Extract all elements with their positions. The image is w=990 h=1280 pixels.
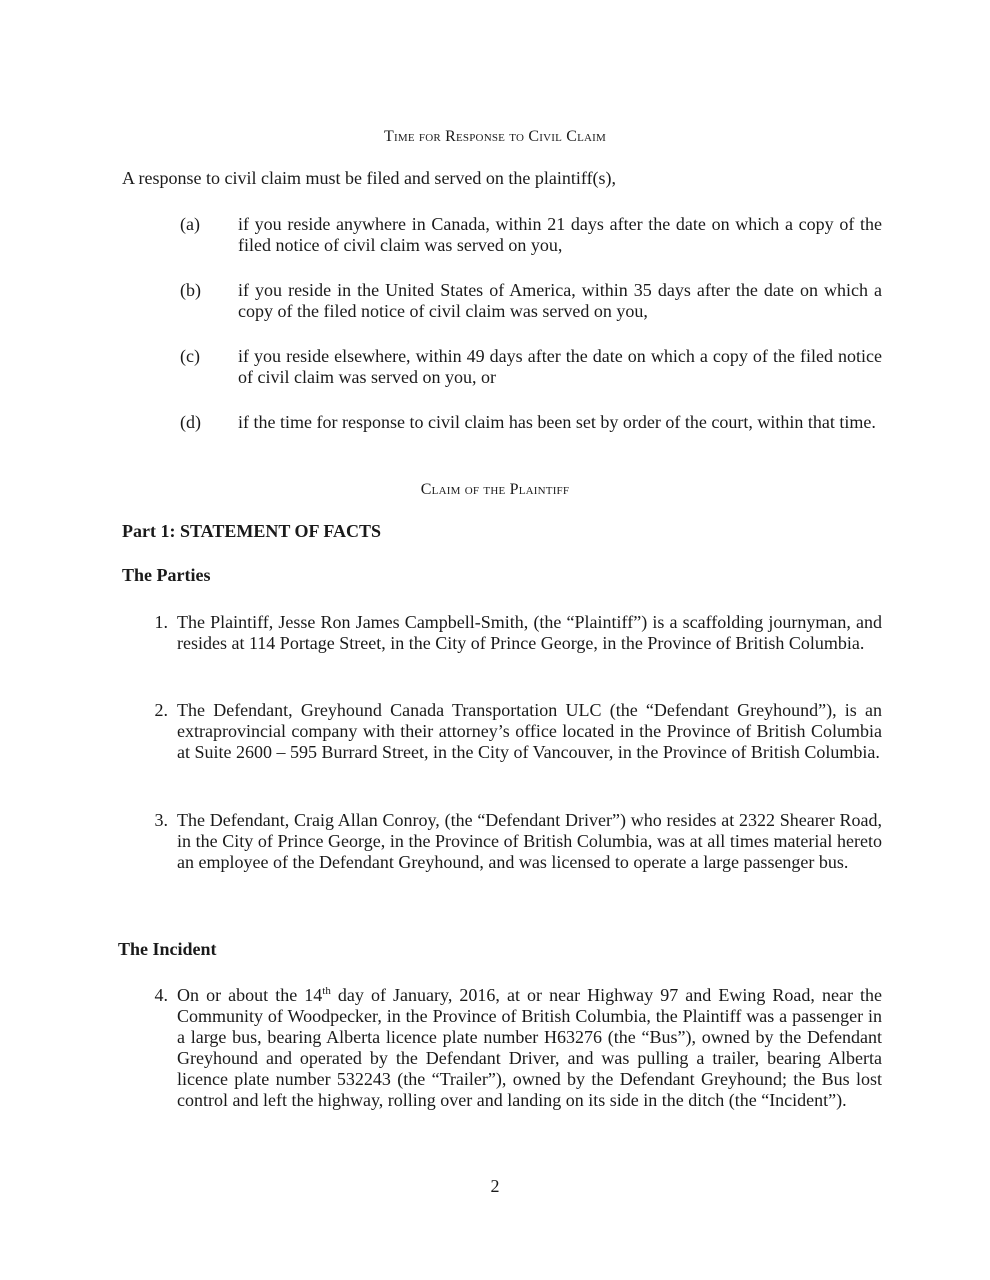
option-a — [180, 214, 882, 256]
option-label: (b) — [180, 280, 201, 300]
paragraph-2 — [140, 700, 882, 763]
paragraph-number: 2. — [154, 700, 168, 720]
paragraph-3 — [140, 810, 882, 873]
paragraph-number: 4. — [154, 985, 168, 1005]
paragraph-number: 3. — [154, 810, 168, 830]
time-for-response-heading: Time for Response to Civil Claim — [384, 128, 606, 145]
parties-heading: The Parties — [122, 565, 211, 585]
option-label: (c) — [180, 346, 200, 366]
page-number: 2 — [490, 1176, 500, 1196]
option-text: if you reside anywhere in Canada, within 21 days after the date on which a copy of the filed notice of civil claim was served on you, — [238, 214, 882, 255]
paragraph-text: The Defendant, Craig Allan Conroy, (the “Defendant Driver”) who resides at 2322 Shearer Road, in the City of Prince George, in the Province of British Columbia, was at all times material hereto an employee of the Defendant Greyhound, and was licensed to operate a large passenger bus. — [177, 810, 882, 872]
option-c — [180, 346, 882, 388]
incident-heading: The Incident — [118, 939, 217, 959]
claim-of-plaintiff-heading: Claim of the Plaintiff — [420, 481, 570, 498]
paragraph-text: The Plaintiff, Jesse Ron James Campbell-Smith, (the “Plaintiff”) is a scaffolding journyman, and resides at 114 Portage Street, in the City of Prince George, in the Province of British Columbia. — [177, 612, 882, 653]
paragraph-1 — [140, 612, 882, 654]
option-text: if you reside elsewhere, within 49 days after the date on which a copy of the filed notice of civil claim was served on you, or — [238, 346, 882, 387]
option-text: if the time for response to civil claim has been set by order of the court, within that time. — [238, 412, 876, 432]
ordinal-suffix: th — [322, 985, 331, 997]
incident-text-start: On or about the 14 — [177, 985, 323, 1005]
option-label: (d) — [180, 412, 201, 432]
option-label: (a) — [180, 214, 200, 234]
part-1-heading: Part 1: STATEMENT OF FACTS — [122, 521, 382, 541]
option-d — [180, 412, 882, 433]
paragraph-text — [177, 985, 882, 1111]
incident-text-rest: day of January, 2016, at or near Highway 97 and Ewing Road, near the Community of Woodpecker, in the Province of British Columbia, the Plaintiff was a passenger in a large bus, bearing Alberta licence plate number H63276 (the “Bus”), owned by the Defendant Greyhound and operated by the Defendant Driver, and was pulling a trailer, bearing Alberta licence plate number 532243 (the “Trailer”), owned by the Defendant Greyhound; the Bus lost control and left the highway, rolling over and landing on its side in the ditch (the “Incident”). — [177, 985, 882, 1110]
paragraph-text: The Defendant, Greyhound Canada Transportation ULC (the “Defendant Greyhound”), is an extraprovincial company with their attorney’s office located in the Province of British Columbia at Suite 2600 – 595 Burrard Street, in the City of Vancouver, in the Province of British Columbia. — [177, 700, 882, 762]
option-b — [180, 280, 882, 322]
intro-text: A response to civil claim must be filed and served on the plaintiff(s), — [122, 168, 617, 188]
option-text: if you reside in the United States of America, within 35 days after the date on which a copy of the filed notice of civil claim was served on you, — [238, 280, 882, 321]
paragraph-number: 1. — [154, 612, 168, 632]
paragraph-4 — [140, 985, 882, 1111]
